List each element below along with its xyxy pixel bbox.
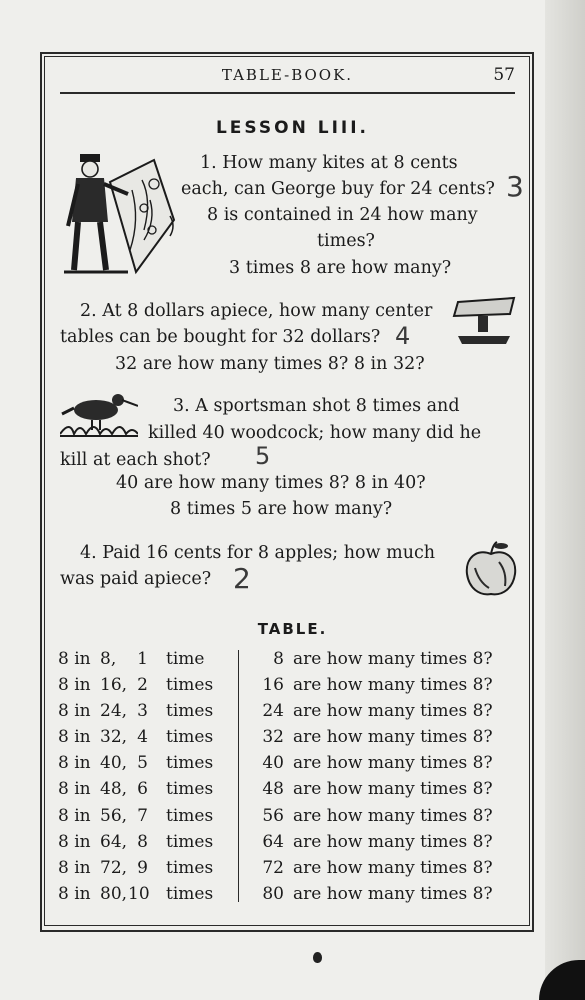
- table-row-left: [58, 701, 238, 727]
- table-cell: times: [166, 857, 214, 878]
- q1-line-3: 8 is contained in 24 how many: [207, 205, 478, 225]
- q3-line-5: 8 times 5 are how many?: [170, 499, 393, 519]
- handwritten-answer-4: 2: [233, 562, 251, 595]
- table-cell: 16,: [100, 675, 128, 696]
- q2-line-3: 32 are how many times 8? 8 in 32?: [115, 354, 425, 374]
- table-cell: 8 in: [58, 727, 91, 748]
- table-cell: 8 in: [58, 857, 91, 878]
- table-cell: 56,: [100, 805, 128, 826]
- page-number: 57: [493, 65, 515, 85]
- table-cell: 64,: [100, 831, 128, 852]
- table-row-right: [260, 753, 520, 779]
- table-cell: are how many times 8?: [293, 701, 493, 722]
- table-cell: 8 in: [58, 649, 91, 669]
- table-cell: are how many times 8?: [293, 805, 493, 826]
- table-cell: are how many times 8?: [293, 649, 493, 669]
- page-edge: [545, 0, 585, 1000]
- table-row-right: [260, 701, 520, 727]
- table-cell: 2: [137, 675, 148, 696]
- table-cell: 9: [137, 857, 148, 878]
- table-cell: 64: [262, 831, 284, 852]
- table-cell: times: [166, 883, 214, 904]
- table-cell: time: [166, 649, 205, 669]
- table-cell: 80,: [100, 883, 128, 904]
- table-cell: 24: [262, 701, 284, 722]
- table-left-column: [58, 649, 238, 910]
- boy-with-kite-illustration: [62, 150, 180, 278]
- table-row-left: [58, 858, 238, 884]
- table-cell: 48: [262, 779, 284, 800]
- q2-line-2: tables can be bought for 32 dollars?: [60, 327, 381, 347]
- table-row-right: [260, 858, 520, 884]
- table-cell: 24,: [100, 701, 128, 722]
- table-cell: times: [166, 831, 214, 852]
- table-cell: 72: [262, 857, 284, 878]
- table-cell: 8: [273, 649, 284, 669]
- table-cell: 8 in: [58, 675, 91, 696]
- table-cell: times: [166, 805, 214, 826]
- q2-line-1: 2. At 8 dollars apiece, how many center: [80, 301, 433, 321]
- table-cell: 8 in: [58, 701, 91, 722]
- q1-line-1: 1. How many kites at 8 cents: [200, 153, 458, 173]
- handwritten-answer-3: 5: [255, 442, 271, 470]
- table-cell: 8 in: [58, 805, 91, 826]
- q1-line-5: 3 times 8 are how many?: [229, 258, 452, 278]
- table-cell: 7: [137, 805, 148, 826]
- table-divider: [238, 650, 239, 902]
- table-cell: 8 in: [58, 831, 91, 852]
- table-right-column: [260, 649, 520, 910]
- table-cell: 8,: [100, 649, 117, 669]
- table-cell: times: [166, 779, 214, 800]
- table-row-right: [260, 727, 520, 753]
- table-cell: are how many times 8?: [293, 883, 493, 904]
- table-row-left: [58, 832, 238, 858]
- table-row-left: [58, 779, 238, 805]
- table-cell: 10: [128, 883, 150, 904]
- table-cell: 32,: [100, 727, 128, 748]
- table-cell: 8 in: [58, 753, 91, 774]
- table-cell: times: [166, 753, 214, 774]
- table-row-right: [260, 649, 520, 675]
- handwritten-answer-1: 3: [506, 170, 524, 203]
- table-row-left: [58, 675, 238, 701]
- apple-illustration: [465, 540, 517, 596]
- table-row-right: [260, 675, 520, 701]
- table-row-left: [58, 649, 238, 675]
- q4-line-2: was paid apiece?: [60, 569, 212, 589]
- running-head: [60, 62, 515, 94]
- ink-blot: [313, 952, 322, 963]
- woodcock-illustration: [60, 388, 138, 438]
- table-cell: times: [166, 675, 214, 696]
- q1-line-2: each, can George buy for 24 cents?: [181, 179, 495, 199]
- table-cell: are how many times 8?: [293, 753, 493, 774]
- table-row-right: [260, 884, 520, 910]
- center-table-illustration: [452, 296, 516, 348]
- table-cell: 6: [137, 779, 148, 800]
- table-cell: 8 in: [58, 883, 91, 904]
- table-cell: are how many times 8?: [293, 857, 493, 878]
- table-cell: 56: [262, 805, 284, 826]
- table-cell: 72,: [100, 857, 128, 878]
- table-cell: 32: [262, 727, 284, 748]
- table-cell: 40,: [100, 753, 128, 774]
- table-cell: 48,: [100, 779, 128, 800]
- table-cell: 8: [137, 831, 148, 852]
- table-cell: 8 in: [58, 779, 91, 800]
- table-cell: are how many times 8?: [293, 831, 493, 852]
- q4-line-1: 4. Paid 16 cents for 8 apples; how much: [80, 543, 436, 563]
- table-cell: 40: [262, 753, 284, 774]
- table-row-left: [58, 884, 238, 910]
- table-cell: are how many times 8?: [293, 727, 493, 748]
- lesson-title: LESSON LIII.: [215, 118, 370, 138]
- table-cell: 4: [137, 727, 148, 748]
- table-heading: TABLE.: [257, 620, 328, 638]
- table-cell: 1: [137, 649, 148, 669]
- table-cell: 80: [262, 883, 284, 904]
- running-title: TABLE-BOOK.: [221, 66, 354, 84]
- q3-line-1: 3. A sportsman shot 8 times and: [173, 396, 460, 416]
- table-cell: are how many times 8?: [293, 779, 493, 800]
- table-cell: times: [166, 701, 214, 722]
- handwritten-answer-2: 4: [395, 322, 411, 350]
- table-row-left: [58, 806, 238, 832]
- table-row-right: [260, 832, 520, 858]
- table-row-left: [58, 727, 238, 753]
- q3-line-4: 40 are how many times 8? 8 in 40?: [116, 473, 426, 493]
- q3-line-2: killed 40 woodcock; how many did he: [148, 423, 482, 443]
- q1-line-4: times?: [317, 231, 375, 251]
- table-row-right: [260, 779, 520, 805]
- table-cell: 5: [137, 753, 148, 774]
- table-cell: times: [166, 727, 214, 748]
- q3-line-3: kill at each shot?: [60, 450, 211, 470]
- table-row-left: [58, 753, 238, 779]
- table-row-right: [260, 806, 520, 832]
- table-cell: 3: [137, 701, 148, 722]
- table-cell: are how many times 8?: [293, 675, 493, 696]
- table-cell: 16: [262, 675, 284, 696]
